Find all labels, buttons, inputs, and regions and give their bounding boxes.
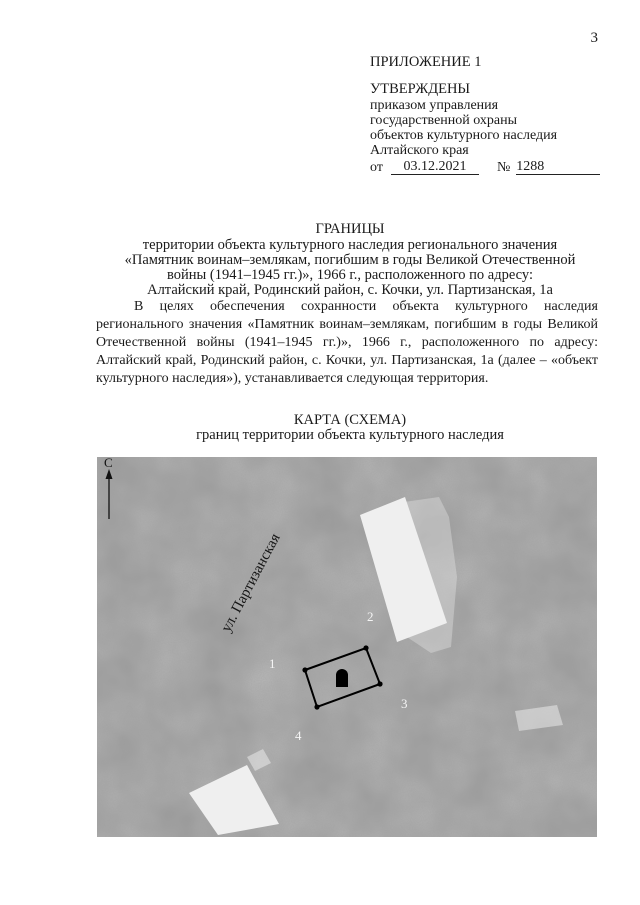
body-paragraph: В целях обеспечения сохранности объекта культурного наследия регионального значения «Памятник воинам–землякам, погибшим в годы Великой Отечественной войны (1941–1945 гг.)», 1966 г., расположенного по адресу: Алтайский край, Родинский район, с. Кочки, ул. Партизанская, 1а (далее – «объект культурного наследия»), устанавливается следующая территория. <box>96 299 598 386</box>
boundary-point-2 <box>363 645 368 650</box>
north-label: С <box>104 457 113 470</box>
heading-title: ГРАНИЦЫ <box>315 221 385 237</box>
boundary-point-3 <box>377 681 382 686</box>
order-date: 03.12.2021 <box>391 159 479 175</box>
approval-line: государственной охраны <box>370 113 518 128</box>
map-subtitle: границ территории объекта культурного наследия <box>196 427 504 443</box>
point-label-1: 1 <box>269 656 276 671</box>
map-grain <box>97 457 597 837</box>
order-line <box>370 159 610 175</box>
approval-line: приказом управления <box>370 98 499 113</box>
order-number: 1288 <box>516 159 600 175</box>
boundary-point-4 <box>314 704 319 709</box>
point-label-3: 3 <box>401 696 408 711</box>
map-scheme <box>97 457 597 837</box>
point-label-2: 2 <box>367 609 374 624</box>
heading-line: Алтайский край, Родинский район, с. Кочки, ул. Партизанская, 1а <box>147 282 553 298</box>
approval-line: Алтайского края <box>370 143 469 158</box>
heading-line: территории объекта культурного наследия регионального значения <box>142 237 558 253</box>
number-label: № <box>496 160 511 175</box>
approval-block <box>370 55 610 175</box>
map-heading <box>60 413 640 443</box>
appendix-label: ПРИЛОЖЕНИЕ 1 <box>370 54 482 70</box>
approved-label: УТВЕРЖДЕНЫ <box>370 81 471 97</box>
heading-line: «Памятник воинам–землякам, погибшим в годы Великой Отечественной <box>124 252 576 268</box>
boundary-point-1 <box>302 667 307 672</box>
street-label: ул. Партизанская <box>218 531 284 635</box>
heading-line: войны (1941–1945 гг.)», 1966 г., расположенного по адресу: <box>167 267 533 283</box>
map-title: КАРТА (СХЕМА) <box>293 412 407 428</box>
document-heading <box>60 222 640 298</box>
point-label-4: 4 <box>295 728 302 743</box>
approval-line: объектов культурного наследия <box>370 128 558 143</box>
page-number: 3 <box>590 30 598 46</box>
monument-icon <box>336 669 348 687</box>
from-label: от <box>370 160 383 175</box>
